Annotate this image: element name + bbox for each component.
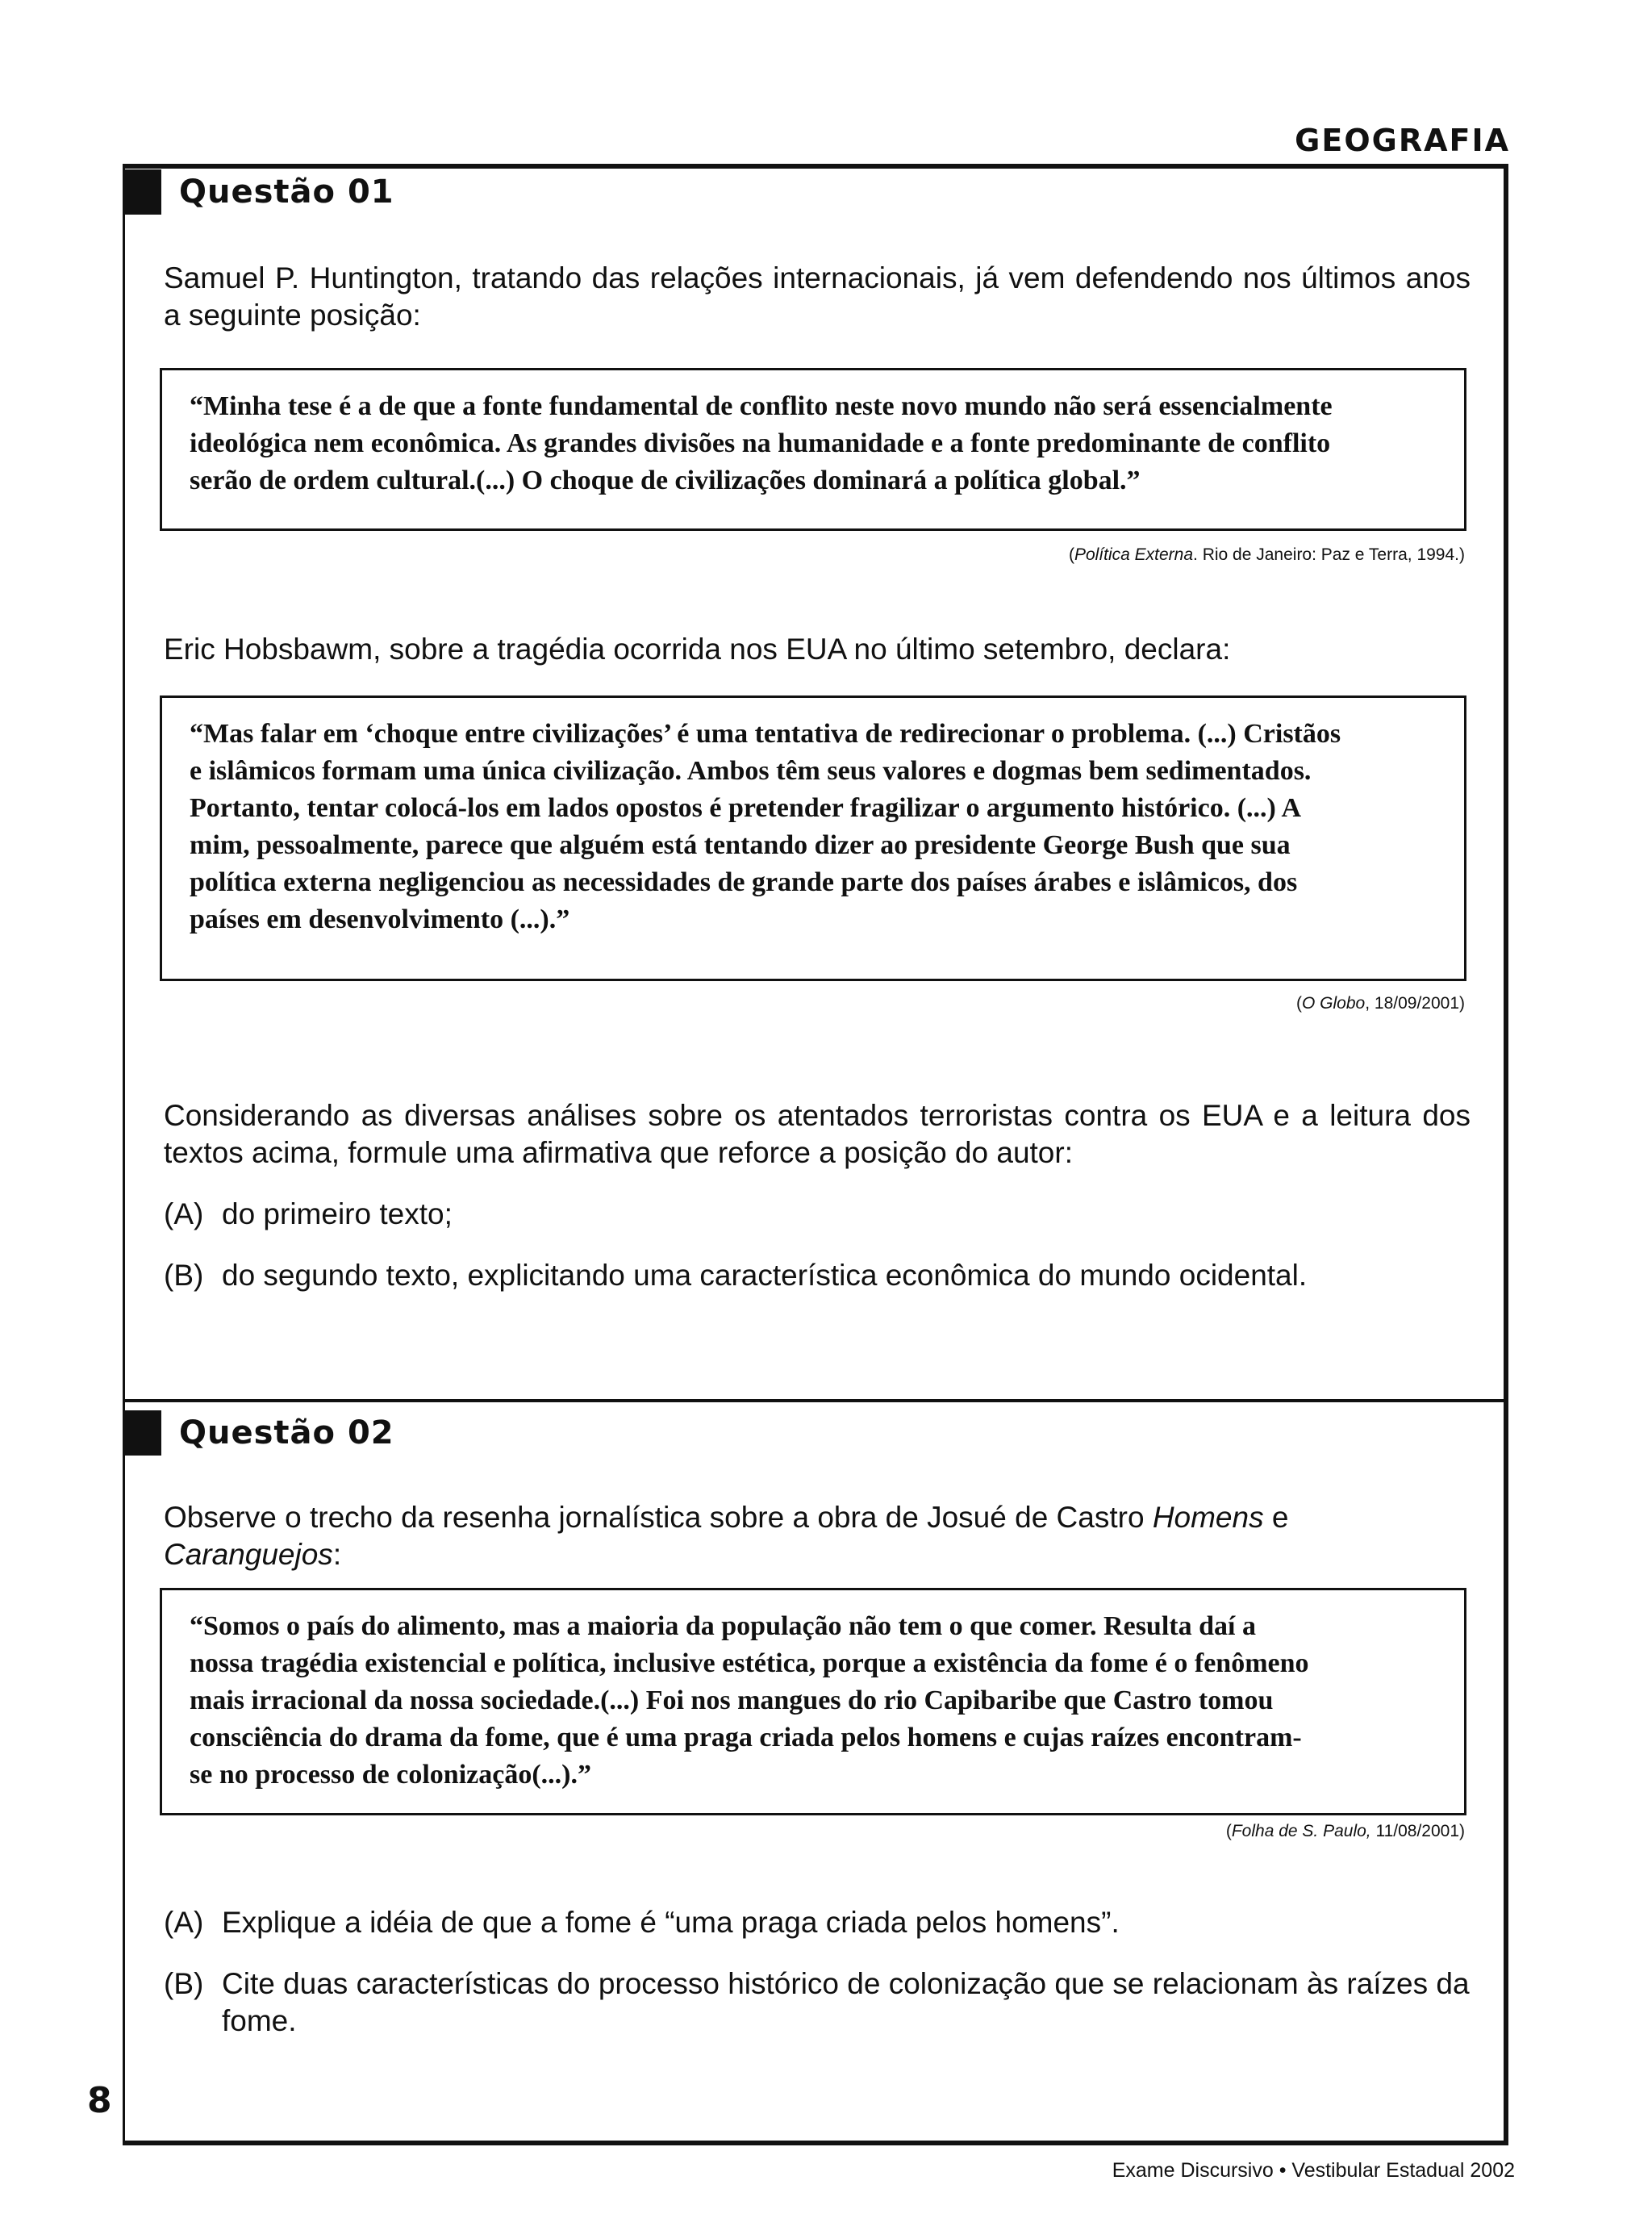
subject-title: GEOGRAFIA	[1295, 123, 1510, 158]
quote-line: “Mas falar em ‘choque entre civilizações’ é uma tentativa de redirecionar o problema. (...) Cristãos	[190, 719, 1341, 749]
quote-line: países em desenvolvimento (...).”	[190, 904, 570, 934]
quote-line: política externa negligenciou as necessidades de grande parte dos países árabes e islâmicos, dos	[190, 867, 1298, 897]
q1-source-2: (O Globo, 18/09/2001)	[1296, 994, 1465, 1013]
q1-option-b	[164, 1257, 1479, 1294]
quote-line: serão de ordem cultural.(...) O choque de civilizações dominará a política global.”	[190, 466, 1141, 495]
question-01-title: Questão 01	[179, 173, 394, 211]
question-marker	[123, 1410, 161, 1456]
source-title: O Globo	[1302, 994, 1366, 1013]
q1-source-1: (Política Externa. Rio de Janeiro: Paz e Terra, 1994.)	[1068, 545, 1465, 564]
source-title: Política Externa	[1074, 545, 1194, 564]
option-label: (B)	[164, 1967, 204, 2000]
source-title: Folha de S. Paulo,	[1231, 1822, 1371, 1840]
book-title: Homens	[1152, 1501, 1264, 1534]
quote-line: se no processo de colonização(...).”	[190, 1760, 591, 1790]
q1-option-a	[164, 1196, 1479, 1233]
q1-intro: Samuel P. Huntington, tratando das relações internacionais, já vem defendendo nos últimos anos a seguinte posição:	[164, 261, 1471, 332]
quote-line: “Minha tese é a de que a fonte fundamental de conflito neste novo mundo não será essencialmente	[190, 391, 1333, 421]
option-label: (B)	[164, 1259, 204, 1292]
q2-intro: Observe o trecho da resenha jornalística sobre a obra de Josué de Castro Homens e Caranguejos:	[164, 1501, 1289, 1571]
quote-line: mim, pessoalmente, parece que alguém está tentando dizer ao presidente George Bush que sua	[190, 830, 1291, 860]
q2-option-a	[164, 1904, 1479, 1941]
quote-line: nossa tragédia existencial e política, inclusive estética, porque a existência da fome é o fenômeno	[190, 1648, 1309, 1678]
quote-line: consciência do drama da fome, que é uma praga criada pelos homens e cujas raízes encontram-	[190, 1723, 1302, 1752]
q2-option-b	[164, 1965, 1479, 2040]
page-number: 8	[87, 2080, 112, 2121]
option-text: Explique a idéia de que a fome é “uma praga criada pelos homens”.	[222, 1906, 1120, 1939]
q2-source: (Folha de S. Paulo, 11/08/2001)	[1225, 1822, 1465, 1840]
question-01-header	[123, 171, 394, 213]
q1-prompt: Considerando as diversas análises sobre os atentados terroristas contra os EUA e a leitura dos textos acima, formule uma afirmativa que reforce a posição do autor:	[164, 1099, 1471, 1169]
footer-text: Exame Discursivo • Vestibular Estadual 2002	[1112, 2159, 1515, 2182]
option-text: do segundo texto, explicitando uma característica econômica do mundo ocidental.	[222, 1259, 1308, 1292]
question-marker	[123, 169, 161, 215]
option-text: Cite duas características do processo histórico de colonização que se relacionam às raízes da fome.	[222, 1967, 1470, 2037]
q1-quote-hobsbawm	[160, 695, 1466, 981]
quote-line: “Somos o país do alimento, mas a maioria da população não tem o que comer. Resulta daí a	[190, 1611, 1256, 1641]
quote-line: mais irracional da nossa sociedade.(...) Foi nos mangues do rio Capibaribe que Castro tomou	[190, 1685, 1274, 1715]
q2-quote-castro	[160, 1588, 1466, 1815]
q1-quote-huntington	[160, 368, 1466, 531]
quote-line: e islâmicos formam uma única civilização. Ambos têm seus valores e dogmas bem sedimentados.	[190, 756, 1312, 786]
book-title: Caranguejos	[164, 1538, 333, 1571]
question-02-title: Questão 02	[179, 1414, 394, 1452]
quote-line: Portanto, tentar colocá-los em lados opostos é pretender fragilizar o argumento histórico. (...) A	[190, 793, 1302, 823]
question-02-header	[123, 1412, 394, 1454]
option-text: do primeiro texto;	[222, 1197, 453, 1230]
quote-line: ideológica nem econômica. As grandes divisões na humanidade e a fonte predominante de conflito	[190, 428, 1331, 458]
q1-intro-2: Eric Hobsbawm, sobre a tragédia ocorrida nos EUA no último setembro, declara:	[164, 633, 1231, 666]
section-divider	[123, 1399, 1508, 1402]
option-label: (A)	[164, 1197, 204, 1230]
option-label: (A)	[164, 1906, 204, 1939]
